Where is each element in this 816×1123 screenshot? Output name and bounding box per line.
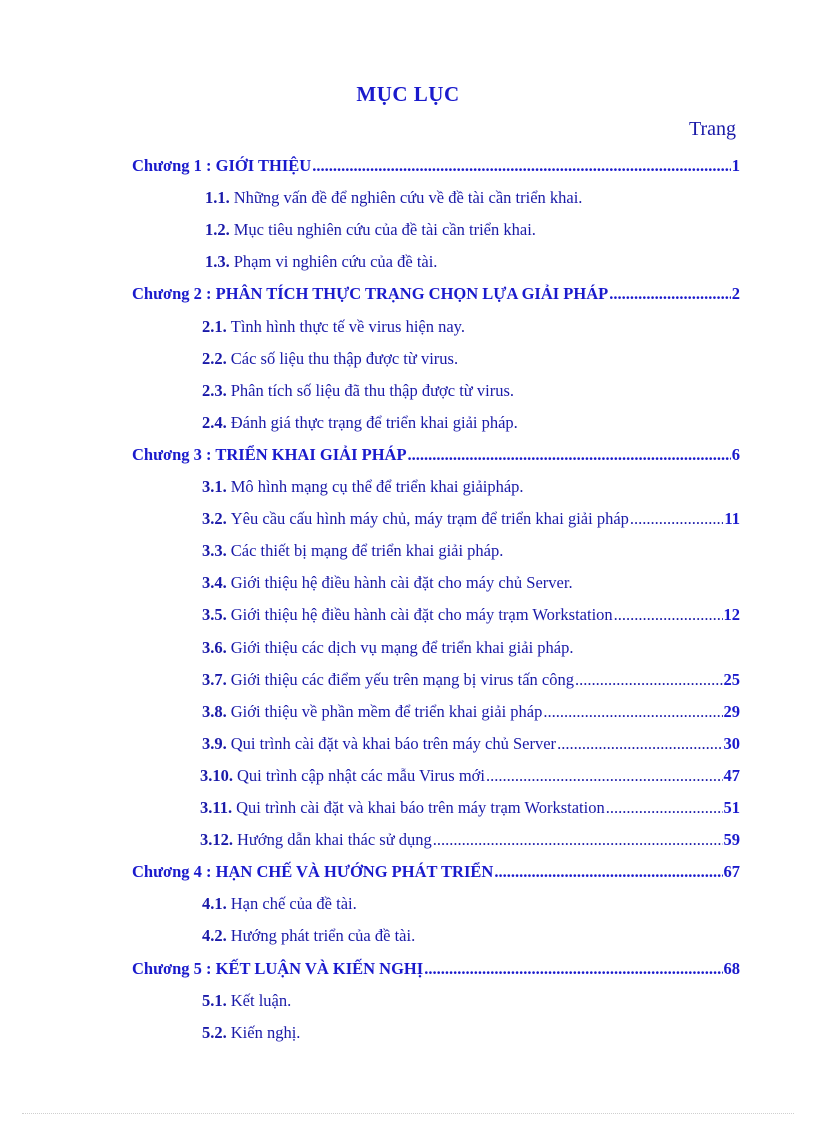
toc-section-entry[interactable] (205, 185, 740, 211)
toc-section-entry[interactable] (200, 795, 740, 821)
toc-section-number: 2.3. (202, 380, 227, 400)
toc-section-number: 3.6. (202, 637, 227, 657)
toc-page-number: 2 (731, 284, 740, 304)
dot-leader (424, 956, 722, 982)
toc-section-number: 2.1. (202, 316, 227, 336)
toc-section-entry[interactable] (200, 827, 740, 853)
dot-leader (606, 795, 723, 821)
toc-page-number: 6 (731, 444, 740, 464)
dot-leader (486, 763, 723, 789)
toc-section-entry[interactable] (202, 891, 740, 917)
toc-section-entry[interactable] (202, 988, 740, 1014)
toc-section-title: Giới thiệu về phần mềm để triển khai giải pháp (230, 701, 543, 721)
toc-chapter-title: Chương 2 : PHÂN TÍCH THỰC TRẠNG CHỌN LỰA GIẢI PHÁP (132, 284, 609, 304)
toc-title: MỤC LỤC (356, 82, 460, 106)
toc-section-entry[interactable] (200, 763, 740, 789)
toc-section-entry[interactable] (202, 570, 740, 596)
toc-section-entry[interactable] (202, 635, 740, 661)
toc-chapter-entry[interactable] (132, 153, 740, 179)
toc-section-title: Hướng dẫn khai thác sử dụng (237, 830, 432, 850)
toc-chapter-title: Chương 3 : TRIỂN KHAI GIẢI PHÁP (132, 444, 407, 464)
toc-section-number: 5.2. (202, 1022, 227, 1042)
toc-section-title: Hướng phát triển của đề tài. (230, 926, 416, 946)
toc-section-number: 1.1. (205, 188, 230, 208)
toc-section-number: 3.4. (202, 573, 227, 593)
toc-section-entry[interactable] (202, 506, 740, 532)
toc-section-number: 4.1. (202, 894, 227, 914)
toc-section-title: Yêu cầu cấu hình máy chủ, máy trạm để triển khai giải pháp (230, 509, 629, 529)
toc-section-title: Qui trình cài đặt và khai báo trên máy trạm Workstation (236, 798, 605, 817)
toc-section-number: 3.5. (202, 605, 227, 625)
toc-section-number: 3.3. (202, 541, 227, 561)
toc-page-number: 11 (724, 509, 740, 529)
toc-section-title: Phạm vi nghiên cứu của đề tài. (233, 252, 438, 272)
toc-section-title: Phân tích số liệu đã thu thập được từ virus. (230, 380, 514, 400)
toc-section-number: 3.8. (202, 701, 227, 721)
toc-section-title: Giới thiệu hệ điều hành cài đặt cho máy chủ Server. (230, 573, 573, 593)
toc-section-number: 3.12. (200, 830, 233, 850)
toc-page-number: 29 (723, 701, 740, 721)
dot-leader (614, 602, 723, 628)
toc-section-entry[interactable] (202, 1020, 740, 1046)
toc-section-title: Mục tiêu nghiên cứu của đề tài cần triển khai. (233, 220, 536, 240)
toc-section-title: Những vấn đề để nghiên cứu về đề tài cần triển khai. (233, 188, 583, 208)
toc-section-entry[interactable] (202, 667, 740, 693)
toc-page-number: 30 (723, 733, 740, 753)
toc-section-title: Đánh giá thực trạng để triển khai giải pháp. (230, 412, 518, 432)
toc-section-title: Hạn chế của đề tài. (230, 894, 357, 914)
toc-chapter-entry[interactable] (132, 859, 740, 885)
toc-section-title: Mô hình mạng cụ thể để triển khai giảipháp. (230, 477, 524, 496)
toc-chapter-title: Chương 1 : GIỚI THIỆU (132, 156, 312, 175)
toc-page-number: 68 (723, 958, 740, 978)
toc-section-number: 1.3. (205, 252, 230, 272)
toc-section-number: 4.2. (202, 926, 227, 946)
page-bottom-divider (22, 1113, 794, 1116)
dot-leader (494, 859, 722, 885)
toc-chapter-entry[interactable] (132, 442, 740, 468)
toc-section-entry[interactable] (202, 538, 740, 564)
toc-section-entry[interactable] (202, 410, 740, 436)
toc-section-number: 3.1. (202, 477, 227, 496)
toc-page-number: 1 (731, 156, 740, 175)
toc-section-number: 3.2. (202, 509, 227, 529)
toc-section-entry[interactable] (202, 731, 740, 757)
page-column-label: Trang (688, 118, 736, 140)
dot-leader (312, 153, 731, 179)
toc-section-title: Kết luận. (230, 990, 292, 1010)
toc-chapter-entry[interactable] (132, 956, 740, 982)
toc-section-number: 5.1. (202, 990, 227, 1010)
toc-section-number: 2.4. (202, 412, 227, 432)
toc-section-title: Qui trình cập nhật các mẫu Virus mới (237, 765, 485, 785)
toc-page-number: 67 (723, 862, 740, 882)
toc-page-number: 47 (723, 765, 740, 785)
toc-page-number: 51 (723, 798, 740, 817)
dot-leader (408, 442, 731, 468)
toc-chapter-title: Chương 4 : HẠN CHẾ VÀ HƯỚNG PHÁT TRIỂN (132, 862, 494, 882)
toc-section-title: Giới thiệu các điểm yếu trên mạng bị virus tấn công (230, 669, 574, 689)
toc-section-entry[interactable] (202, 346, 740, 372)
dot-leader (557, 731, 722, 757)
toc-section-title: Qui trình cài đặt và khai báo trên máy chủ Server (230, 733, 557, 753)
toc-section-number: 3.10. (200, 765, 233, 785)
toc-section-number: 1.2. (205, 220, 230, 240)
toc-section-number: 3.9. (202, 733, 227, 753)
toc-section-entry[interactable] (202, 699, 740, 725)
toc-section-title: Giới thiệu các dịch vụ mạng để triển khai giải pháp. (230, 637, 574, 657)
toc-section-entry[interactable] (202, 602, 740, 628)
toc-section-title: Giới thiệu hệ điều hành cài đặt cho máy trạm Workstation (230, 605, 613, 625)
toc-section-entry[interactable] (202, 378, 740, 404)
dot-leader (609, 281, 731, 307)
toc-chapter-entry[interactable] (132, 281, 740, 307)
toc-section-entry[interactable] (205, 217, 740, 243)
toc-page-number: 59 (723, 830, 740, 850)
dot-leader (543, 699, 722, 725)
toc-section-number: 3.11. (200, 798, 233, 817)
toc-page-number: 12 (723, 605, 740, 625)
toc-section-entry[interactable] (202, 474, 740, 500)
toc-section-entry[interactable] (205, 249, 740, 275)
toc-section-entry[interactable] (202, 314, 740, 340)
toc-chapter-title: Chương 5 : KẾT LUẬN VÀ KIẾN NGHỊ (132, 958, 424, 978)
toc-section-number: 3.7. (202, 669, 227, 689)
toc-section-entry[interactable] (202, 923, 740, 949)
toc-section-number: 2.2. (202, 348, 227, 368)
toc-section-title: Kiến nghị. (230, 1022, 301, 1042)
dot-leader (575, 667, 723, 693)
dot-leader (433, 827, 723, 853)
toc-section-title: Các số liệu thu thập được từ virus. (230, 348, 459, 368)
toc-section-title: Tình hình thực tế về virus hiện nay. (230, 316, 465, 336)
toc-section-title: Các thiết bị mạng để triển khai giải pháp. (230, 541, 504, 561)
dot-leader (630, 506, 724, 532)
toc-page-number: 25 (723, 669, 740, 689)
